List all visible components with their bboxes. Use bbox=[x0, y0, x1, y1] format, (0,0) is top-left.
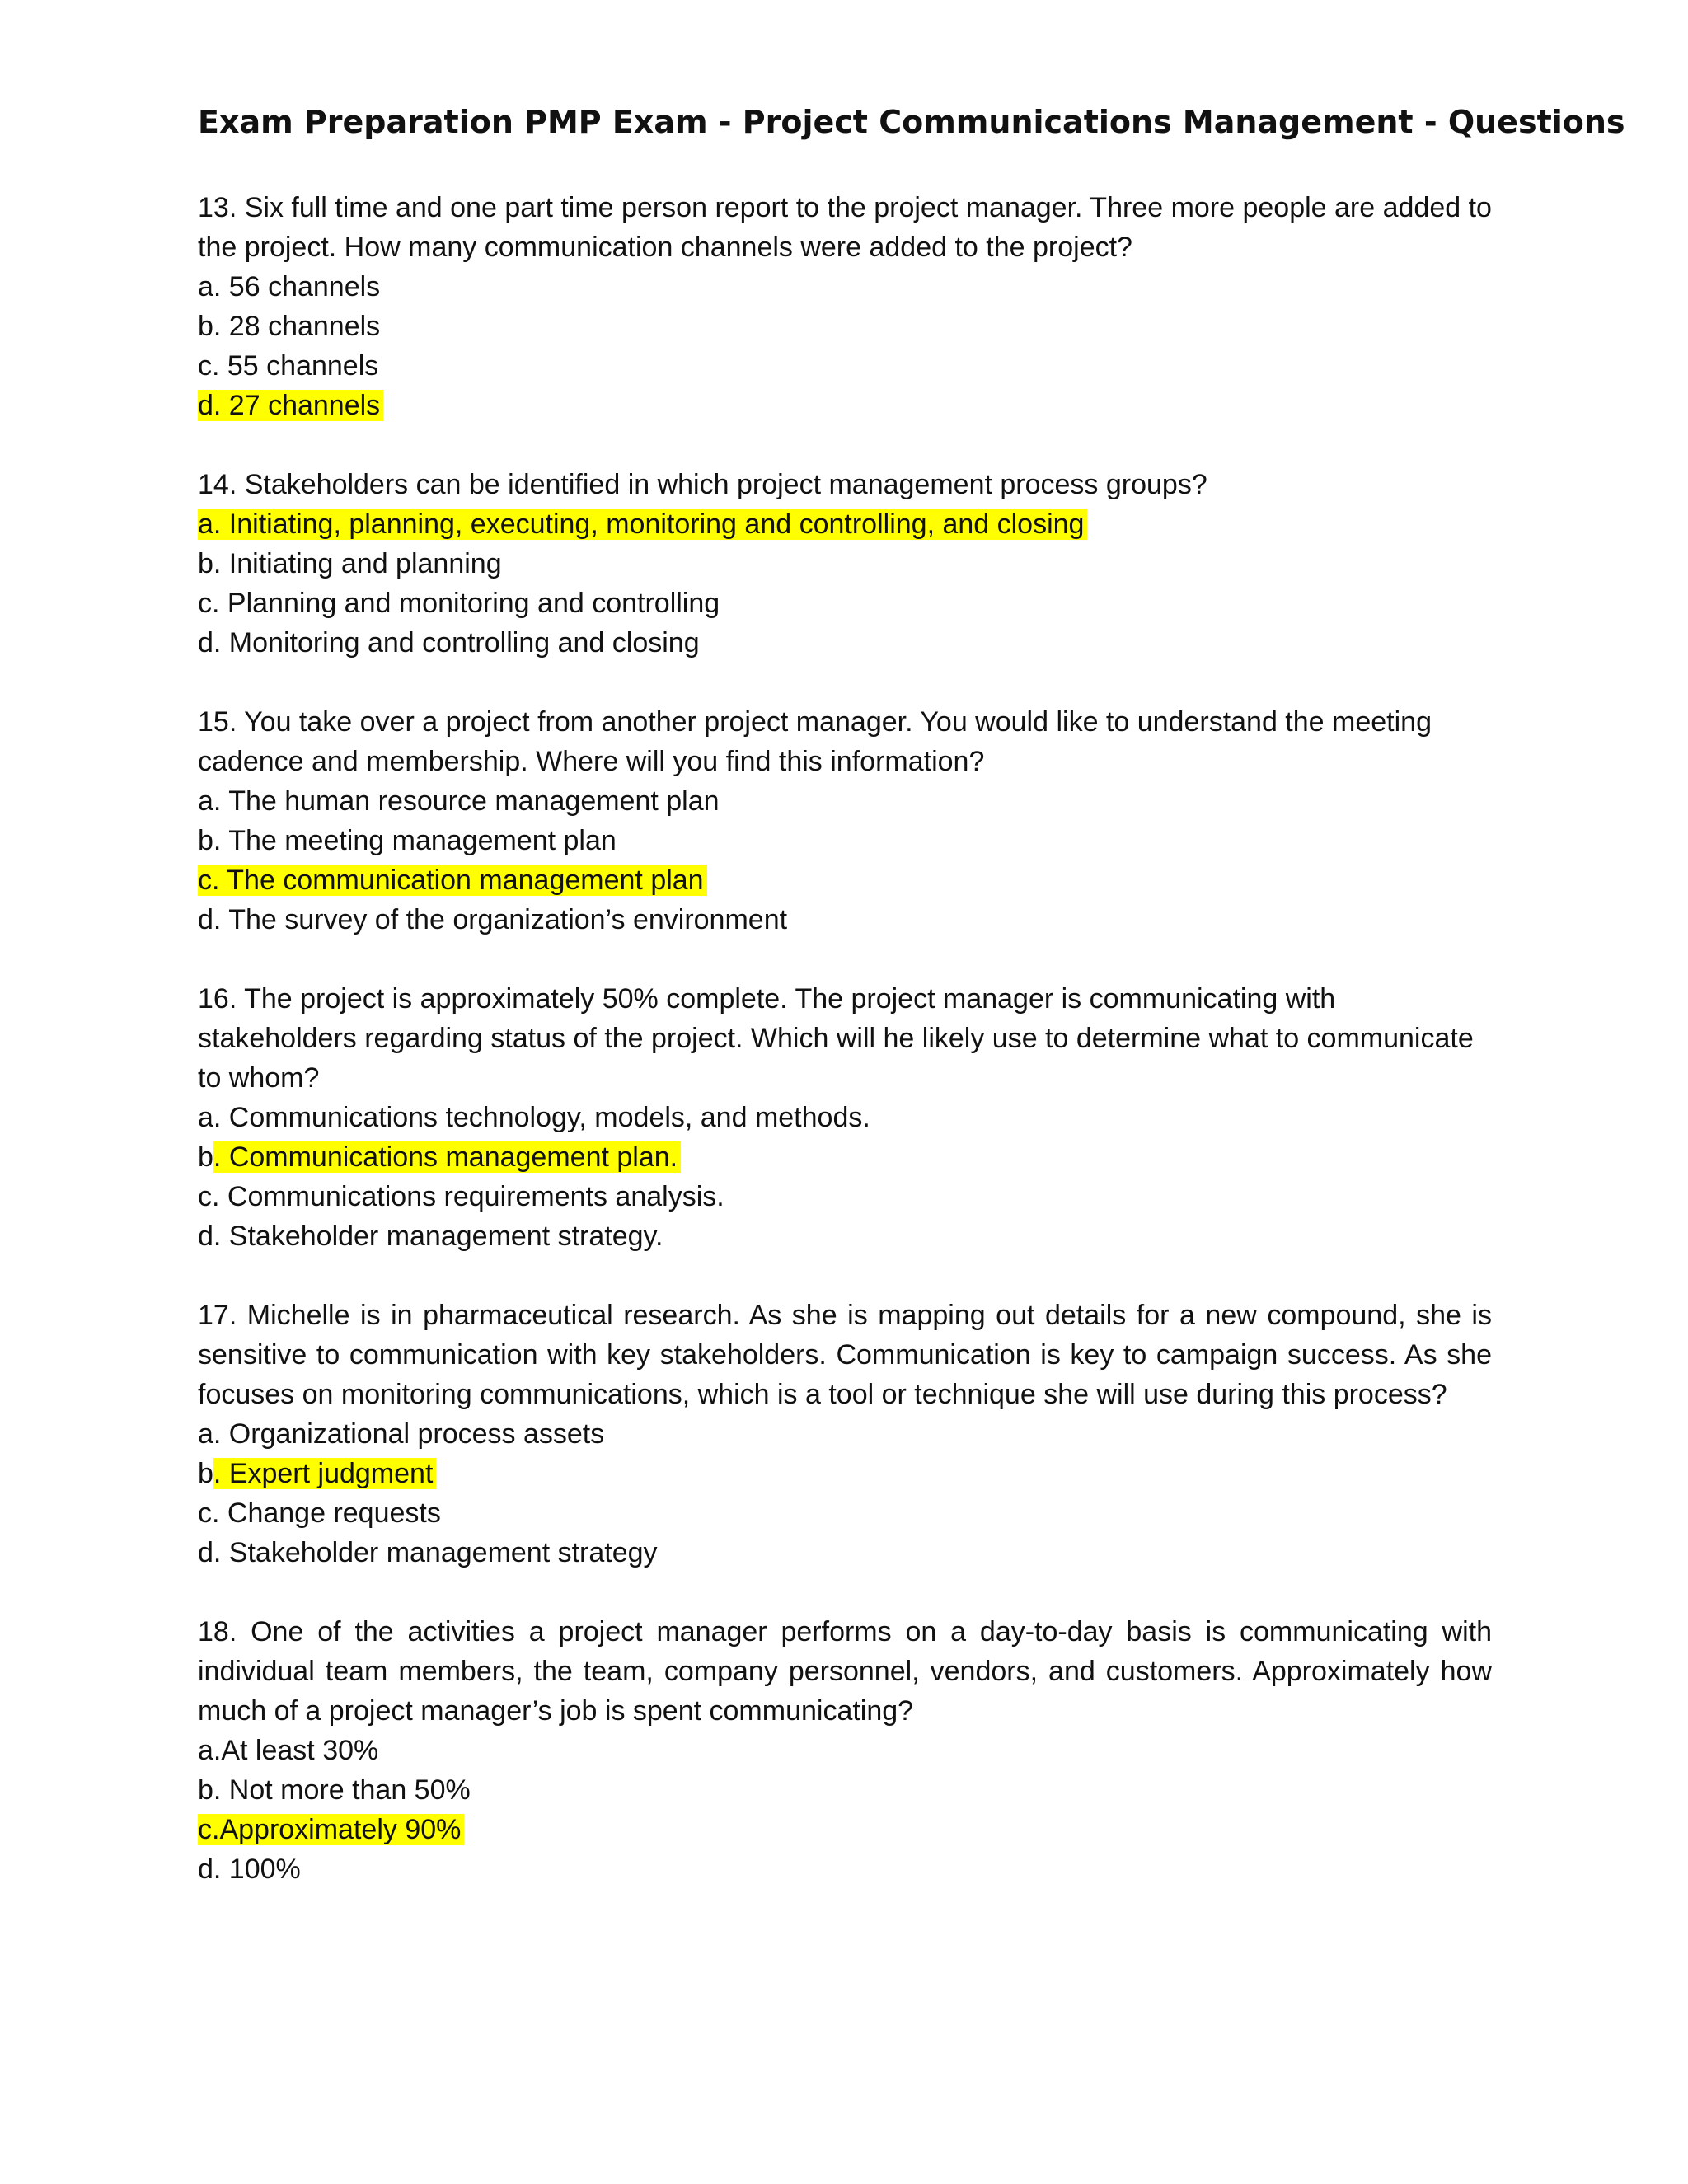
option-label: b. The meeting management plan bbox=[198, 825, 617, 856]
option-label: d. Stakeholder management strategy bbox=[198, 1537, 658, 1568]
option-label: d. Stakeholder management strategy. bbox=[198, 1221, 663, 1252]
document-page bbox=[198, 97, 1625, 1929]
option-label: c. Planning and monitoring and controlling bbox=[198, 588, 720, 619]
option-label: c. Communications requirements analysis. bbox=[198, 1181, 724, 1212]
question-text: 17. Michelle is in pharmaceutical research. As she is mapping out details for a new compound, she is sensitive to communication with key stakeholders. Communication is key to campaign success. As she focuses on monitoring communications, which is a tool or technique she will use during this process? bbox=[198, 1300, 1492, 1410]
option-b bbox=[198, 821, 1492, 860]
question-17 bbox=[198, 1296, 1492, 1572]
option-a bbox=[198, 1414, 1492, 1454]
option-d bbox=[198, 1849, 1492, 1889]
question-16 bbox=[198, 979, 1492, 1256]
option-d bbox=[198, 900, 1492, 940]
option-prefix: b bbox=[198, 1141, 213, 1173]
question-text: 14. Stakeholders can be identified in which project management process groups? bbox=[198, 469, 1207, 500]
question-text: 13. Six full time and one part time person report to the project manager. Three more people are added to the project. How many communication channels were added to the project? bbox=[198, 192, 1492, 263]
option-b-highlighted bbox=[198, 1454, 1492, 1493]
question-13 bbox=[198, 188, 1492, 425]
option-a bbox=[198, 267, 1492, 307]
question-text: 16. The project is approximately 50% complete. The project manager is communicating with stakeholders regarding status of the project. Which will he likely use to determine what to communicate to whom? bbox=[198, 983, 1474, 1094]
option-label: a. 56 channels bbox=[198, 271, 381, 302]
option-label: b. Initiating and planning bbox=[198, 548, 502, 579]
option-b bbox=[198, 544, 1492, 583]
option-d bbox=[198, 1216, 1492, 1256]
highlighted-answer: . Communications management plan. bbox=[213, 1141, 681, 1173]
option-label: d. Monitoring and controlling and closing bbox=[198, 627, 700, 658]
option-d bbox=[198, 1533, 1492, 1572]
option-d-highlighted bbox=[198, 386, 1492, 425]
question-15 bbox=[198, 702, 1492, 940]
question-text: 15. You take over a project from another project manager. You would like to understand the meeting cadence and membership. Where will you find this information? bbox=[198, 706, 1432, 777]
highlighted-answer: c.Approximately 90% bbox=[198, 1814, 464, 1845]
option-c-highlighted bbox=[198, 1810, 1492, 1849]
question-text: 18. One of the activities a project manager performs on a day-to-day basis is communicating with individual team members, the team, company personnel, vendors, and customers. Approximately how much of a project manager’s job is spent communicating? bbox=[198, 1616, 1492, 1727]
option-label: b. Not more than 50% bbox=[198, 1774, 471, 1806]
question-18 bbox=[198, 1612, 1492, 1889]
option-label: a.At least 30% bbox=[198, 1735, 379, 1766]
document-title: Exam Preparation PMP Exam - Project Communications Management - Questions bbox=[198, 104, 1625, 140]
option-b-highlighted bbox=[198, 1137, 1492, 1177]
option-label: a. Organizational process assets bbox=[198, 1418, 605, 1450]
highlighted-answer: c. The communication management plan bbox=[198, 865, 707, 896]
option-label: a. Communications technology, models, and methods. bbox=[198, 1102, 870, 1133]
option-prefix: b bbox=[198, 1458, 213, 1489]
highlighted-answer: a. Initiating, planning, executing, monitoring and controlling, and closing bbox=[198, 509, 1087, 540]
option-b bbox=[198, 307, 1492, 346]
question-14 bbox=[198, 465, 1492, 663]
highlighted-answer: . Expert judgment bbox=[213, 1458, 436, 1489]
option-b bbox=[198, 1770, 1492, 1810]
option-label: d. 100% bbox=[198, 1854, 301, 1885]
option-a bbox=[198, 1731, 1492, 1770]
option-a-highlighted bbox=[198, 504, 1492, 544]
option-a bbox=[198, 1098, 1492, 1137]
option-c bbox=[198, 1493, 1492, 1533]
option-c-highlighted bbox=[198, 860, 1492, 900]
option-label: d. The survey of the organization’s environment bbox=[198, 904, 788, 935]
option-a bbox=[198, 781, 1492, 821]
highlighted-answer: d. 27 channels bbox=[198, 390, 383, 421]
option-d bbox=[198, 623, 1492, 663]
option-c bbox=[198, 346, 1492, 386]
option-label: b. 28 channels bbox=[198, 311, 381, 342]
option-c bbox=[198, 583, 1492, 623]
option-c bbox=[198, 1177, 1492, 1216]
option-label: a. The human resource management plan bbox=[198, 785, 720, 817]
option-label: c. Change requests bbox=[198, 1497, 441, 1529]
option-label: c. 55 channels bbox=[198, 350, 379, 382]
